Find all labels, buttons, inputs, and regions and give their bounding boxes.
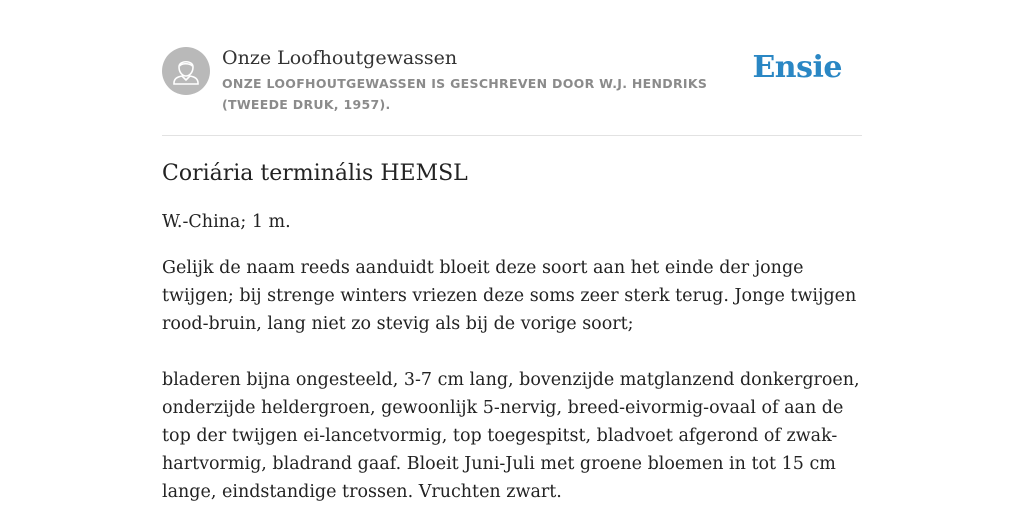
paragraph-leaves: bladeren bijna ongesteeld, 3-7 cm lang, bovenzijde matglanzend donkergroen, onderzijde heldergroen, gewoonlijk 5-nervig, breed-eivormig-ovaal of aan de top der twijgen ei-lancetvormig, top toegespitst, bladvoet afgerond of zwak-hartvormig, bladrand gaaf. Bloeit Juni-Juli met groene bloemen in tot 15 cm lange, eindstandige trossen. Vruchten zwart.: [162, 370, 860, 502]
publication-subtitle: ONZE LOOFHOUTGEWASSEN IS GESCHREVEN DOOR W.J. HENDRIKS (TWEEDE DRUK, 1957).: [222, 76, 708, 112]
publication-title[interactable]: Onze Loofhoutgewassen: [222, 47, 458, 69]
article-body: [162, 158, 862, 506]
header-divider: [162, 135, 862, 136]
brand-logo[interactable]: Ensie: [752, 50, 842, 85]
paragraph-gap: [162, 338, 862, 366]
paragraph-description: Gelijk de naam reeds aanduidt bloeit deze soort aan het einde der jonge twijgen; bij strenge winters vriezen deze soms zeer sterk terug. Jonge twijgen rood-bruin, lang niet zo stevig als bij de vorige soort;: [162, 258, 857, 334]
publication-header: [162, 46, 862, 116]
origin-text: W.-China; 1 m.: [162, 212, 291, 232]
avatar[interactable]: [162, 47, 210, 95]
user-silhouette-icon: [162, 47, 210, 95]
entry-title: Coriária terminális HEMSL: [162, 161, 468, 186]
